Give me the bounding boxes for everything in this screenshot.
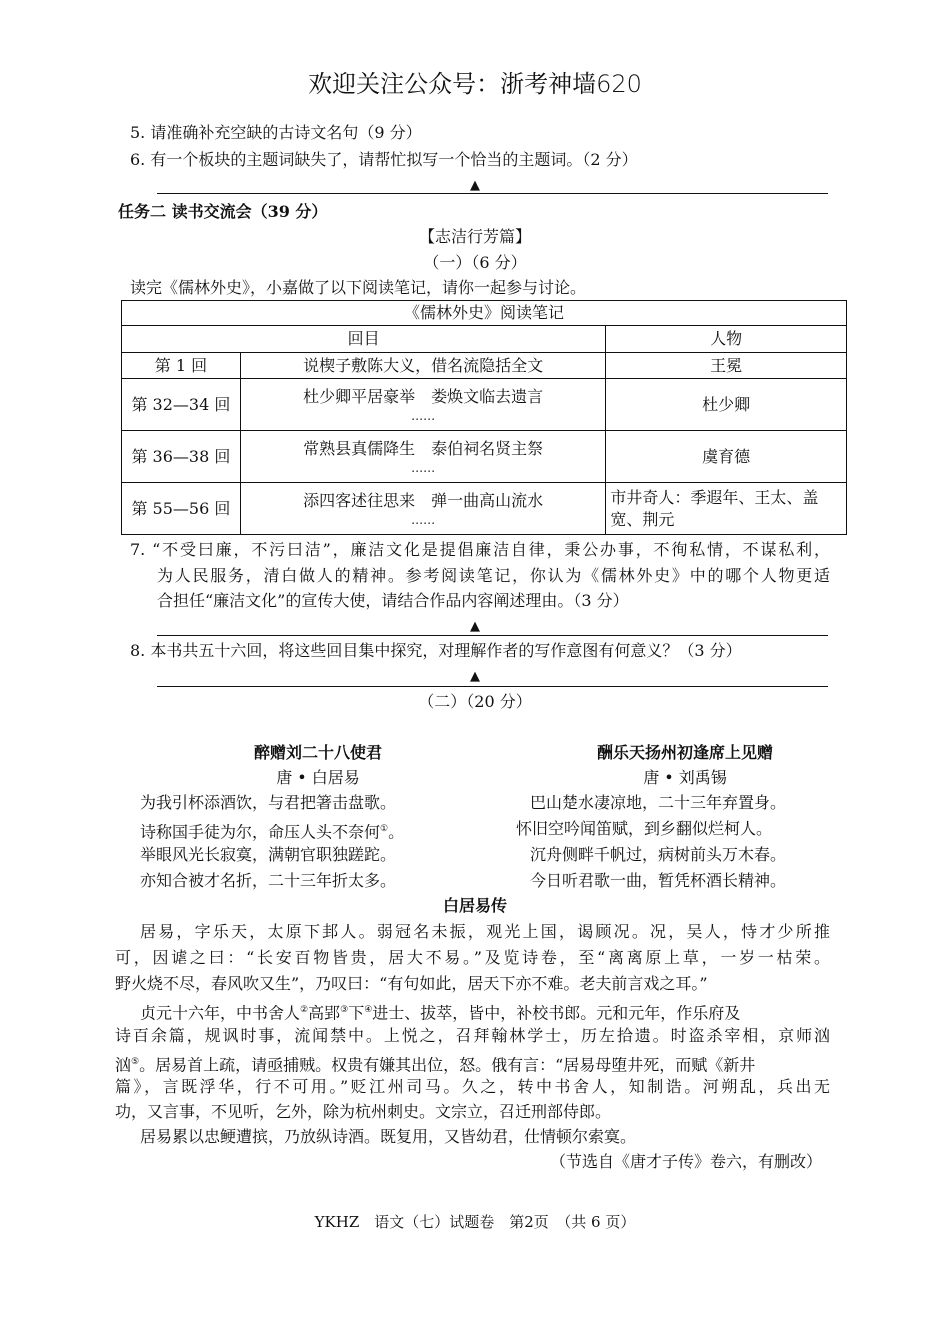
q7-text: 为人民服务，清白做人的精神。参考阅读笔记，你认为《儒林外史》中的哪个人物更适 — [157, 566, 830, 585]
person-cell: 杜少卿 — [606, 379, 847, 431]
chapter-cell: 第 36—38 回 — [122, 431, 241, 483]
table-row — [122, 483, 847, 535]
task2-intro: 读完《儒林外史》，小嘉做了以下阅读笔记，请你一起参与讨论。 — [130, 278, 587, 297]
question-7-line2 — [157, 566, 830, 586]
table-header-person: 人物 — [606, 326, 847, 353]
poem-left-title: 醉赠刘二十八使君 — [253, 743, 382, 762]
part2-label: （二）（20 分） — [418, 692, 532, 711]
bio-line — [115, 948, 830, 968]
chapter-title: 杜少卿平居豪举 娄焕文临去遗言 — [303, 386, 544, 406]
poem-line-text: 诗称国手徒为尔，命压人头不奈何 — [140, 822, 381, 842]
ellipsis: …… — [411, 460, 436, 475]
poem-left-line: 为我引杯添酒饮，与君把箸击盘歌。 — [140, 793, 397, 812]
poem-right-line: 沉舟侧畔千帆过，病树前头万木春。 — [530, 845, 787, 864]
ellipsis: …… — [411, 408, 436, 423]
ellipsis: …… — [411, 512, 436, 527]
biography-title: 白居易传 — [442, 896, 507, 915]
question-5: 5. 请准确补充空缺的古诗文名句（9 分） — [130, 123, 422, 142]
table-row — [122, 379, 847, 431]
footnote-mark: ③ — [340, 1005, 349, 1015]
bio-line: 居易累以忠鲠遭摈，乃放纵诗酒。既复用，又皆幼君，仕情顿尔索寞。 — [140, 1127, 637, 1146]
chapter-title-cell: 说楔子敷陈大义，借名流隐括全文 — [240, 353, 605, 379]
bio-text: 篇》，言既浮华，行不可用。”贬江州司马。久之，转中书舍人，知制诰。河朔乱，兵出无 — [115, 1077, 830, 1096]
bio-text: 高郢 — [308, 1003, 341, 1023]
table-title: 《儒林外史》阅读笔记 — [122, 301, 847, 326]
bio-text: 汹 — [115, 1055, 132, 1075]
table-header-chapters: 回目 — [122, 326, 606, 353]
bio-text: 可，因谑之曰：“长安百物皆贵，居大不易。”及览诗卷，至“离离原上草，一岁一枯荣。 — [115, 948, 830, 967]
bio-text: 。居易首上疏，请亟捕贼。权贵有嫌其出位，怒。俄有言：“居易母堕井死，而赋《新井 — [139, 1055, 756, 1075]
source-note: （节选自《唐才子传》卷六，有删改） — [549, 1152, 822, 1171]
bio-line — [115, 1052, 755, 1075]
answer-line[interactable] — [157, 635, 828, 636]
page-footer: YKHZ 语文（七）试题卷 第2页 （共 6 页） — [314, 1213, 636, 1231]
chapter-cell: 第 32—34 回 — [122, 379, 241, 431]
chapter-title: 添四客述往思来 弹一曲高山流水 — [303, 490, 544, 510]
person-cell: 市井奇人：季遐年、王太、盖宽、荆元 — [606, 483, 847, 535]
chapter-cell: 第 1 回 — [122, 353, 241, 379]
bio-line — [115, 1077, 830, 1097]
answer-line[interactable] — [157, 686, 828, 687]
poem-right-line: 怀旧空吟闻笛赋，到乡翻似烂柯人。 — [516, 819, 773, 838]
chapter-title: 常熟县真儒降生 泰伯祠名贤主祭 — [303, 438, 544, 458]
page-header-banner: 欢迎关注公众号：浙考神墙620 — [308, 70, 642, 98]
bio-text: 诗百余篇，规讽时事，流闻禁中。上悦之，召拜翰林学士，历左拾遗。时盗杀宰相，京师汹 — [115, 1026, 830, 1045]
answer-marker-icon: ▲ — [470, 669, 480, 684]
footnote-mark: ⑤ — [131, 1057, 140, 1067]
poem-right-line: 今日听君歌一曲，暂凭杯酒长精神。 — [530, 871, 787, 890]
question-7-line1 — [130, 540, 830, 560]
answer-line[interactable] — [157, 193, 828, 194]
part1-label: （一）（6 分） — [423, 253, 527, 272]
poem-line-punct: 。 — [388, 822, 405, 842]
bio-text: 进士、拔萃，皆中，补校书郎。元和元年，作乐府及 — [372, 1003, 741, 1023]
poem-right-author: 唐 • 刘禹锡 — [643, 768, 727, 787]
question-6: 6. 有一个板块的主题词缺失了，请帮忙拟写一个恰当的主题词。（2 分） — [130, 150, 638, 169]
table-row — [122, 431, 847, 483]
bio-line: 野火烧不尽，春风吹又生”，乃叹曰：“有句如此，居天下亦不难。老夫前言戏之耳。” — [115, 974, 708, 993]
bio-line: 功，又言事，不见听，乞外，除为杭州刺史。文宗立，召迁刑部侍郎。 — [115, 1102, 612, 1121]
section-title: 【志洁行芳篇】 — [418, 227, 531, 246]
bio-line — [140, 922, 830, 942]
footnote-mark: ① — [380, 824, 389, 834]
task2-title: 任务二 读书交流会（39 分） — [118, 202, 328, 221]
q7-text: 7. “不受曰廉，不污曰洁”，廉洁文化是提倡廉洁自律，秉公办事，不徇私情，不谋私利， — [130, 540, 830, 559]
poem-right-title: 酬乐天扬州初逢席上见赠 — [596, 743, 773, 762]
chapter-title-cell — [240, 483, 605, 535]
person-cell: 王冕 — [606, 353, 847, 379]
bio-line — [115, 1026, 830, 1046]
bio-line — [140, 1000, 830, 1023]
poem-left-author: 唐 • 白居易 — [276, 768, 360, 787]
poem-left-line: 亦知合被才名折，二十三年折太多。 — [140, 871, 397, 890]
poem-left-line: 举眼风光长寂寞，满朝官职独蹉跎。 — [140, 845, 397, 864]
answer-marker-icon: ▲ — [470, 619, 480, 634]
footnote-mark: ② — [300, 1005, 309, 1015]
chapter-title-cell — [240, 431, 605, 483]
bio-text: 贞元十六年，中书舍人 — [140, 1003, 301, 1023]
answer-marker-icon: ▲ — [470, 178, 480, 193]
chapter-title-cell — [240, 379, 605, 431]
question-7-line3: 合担任“廉洁文化”的宣传大使，请结合作品内容阐述理由。（3 分） — [157, 591, 629, 610]
bio-text: 居易，字乐天，太原下邽人。弱冠名未振，观光上国，谒顾况。况，吴人，恃才少所推 — [140, 922, 830, 941]
question-8: 8. 本书共五十六回，将这些回目集中探究，对理解作者的写作意图有何意义？（3 分） — [130, 641, 742, 660]
table-row — [122, 353, 847, 379]
reading-notes-table — [121, 300, 847, 535]
footnote-mark: ④ — [364, 1005, 373, 1015]
poem-left-line — [140, 819, 404, 842]
poem-right-line: 巴山楚水凄凉地，二十三年弃置身。 — [530, 793, 787, 812]
person-cell: 虞育德 — [606, 431, 847, 483]
chapter-cell: 第 55—56 回 — [122, 483, 241, 535]
bio-text: 下 — [348, 1003, 365, 1023]
